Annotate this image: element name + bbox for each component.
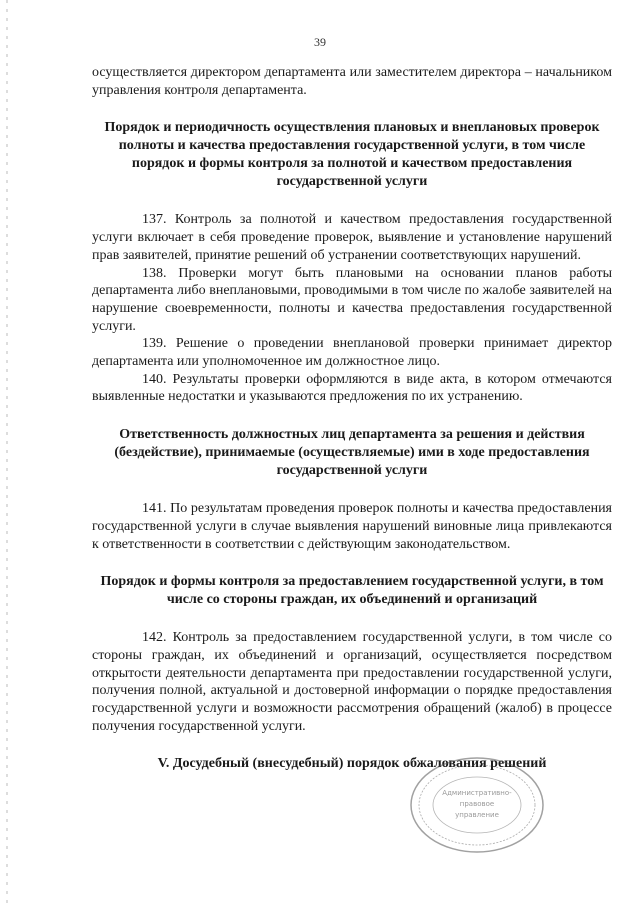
- paragraph-138: 138. Проверки могут быть плановыми на основании планов работы департамента либо внеплановыми, проводимыми в том числе по жалобе заявителей на нарушение своевременности, полноты и качества предоставления государственной услуги.: [92, 265, 612, 334]
- section-heading-appeal: V. Досудебный (внесудебный) порядок обжалования решений: [157, 756, 547, 772]
- section-heading-control: Порядок и формы контроля за предоставлением государственной услуги, в том числе со стороны граждан, их объединений и организаций: [100, 574, 604, 608]
- paragraph-140: 140. Результаты проверки оформляются в виде акта, в котором отмечаются выявленные недостатки и указываются предложения по их устранению.: [92, 371, 612, 405]
- stamp-line-1: Административно-: [442, 789, 512, 797]
- official-stamp: [408, 755, 546, 855]
- paragraph-141: 141. По результатам проведения проверок полноты и качества предоставления государственной услуги в случае выявления нарушений виновные лица привлекаются к ответственности в соответствии с действующим законодательством.: [92, 501, 612, 552]
- stamp-line-2: правовое: [459, 800, 495, 808]
- page-number: 39: [314, 35, 326, 49]
- paragraph-142: 142. Контроль за предоставлением государственной услуги, в том числе со стороны граждан, их объединений и организаций, осуществляется посредством открытости деятельности департамента при предоставлении государственной услуги, получения полной, актуальной и достоверной информации о порядке предоставления государственной услуги и возможности рассмотрения обращений (жалоб) в процессе получения государственной услуги.: [92, 630, 612, 734]
- document-body: [92, 64, 612, 773]
- paragraph-137: 137. Контроль за полнотой и качеством предоставления государственной услуги включает в себя проведение проверок, выявление и установление нарушений прав заявителей, принятие решений об устранении соответствующих нарушений.: [92, 212, 612, 263]
- section-heading-responsibility: Ответственность должностных лиц департамента за решения и действия (бездействие), принимаемые (осуществляемые) ими в ходе предоставления государственной услуги: [114, 427, 590, 479]
- paragraph-139: 139. Решение о проведении внеплановой проверки принимает директор департамента или уполномоченное им должностное лицо.: [92, 336, 612, 370]
- stamp-line-3: управление: [455, 811, 499, 819]
- intro-paragraph: осуществляется директором департамента или заместителем директора – начальником управления контроля департамента.: [92, 65, 612, 98]
- section-heading-inspections: Порядок и периодичность осуществления плановых и внеплановых проверок полноты и качества предоставления государственной услуги, в том числе порядок и формы контроля за полнотой и качеством предоставления государственной услуги: [104, 120, 600, 190]
- scan-edge: [6, 0, 8, 905]
